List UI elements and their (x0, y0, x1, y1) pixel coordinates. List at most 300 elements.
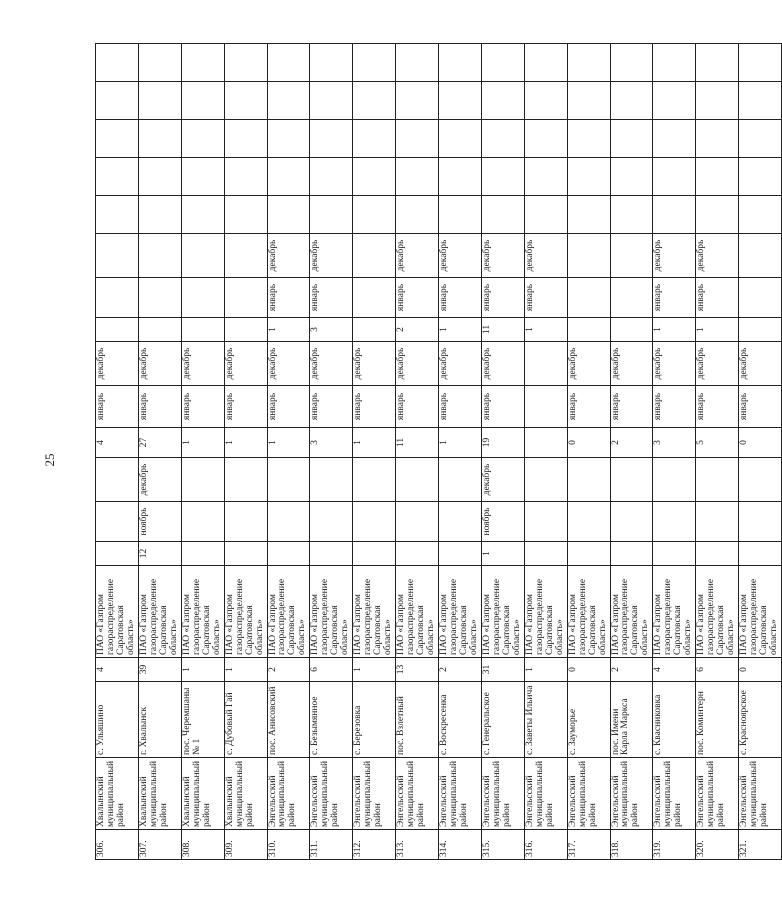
empty-cell (439, 158, 482, 196)
cell-locality: с. Зауморье (567, 682, 610, 758)
empty-cell (610, 158, 653, 196)
cell-locality: пос. Коминтерн (696, 682, 739, 758)
cell-locality: с. Дубовый Гай (224, 682, 267, 758)
cell-no: 316. (524, 830, 567, 860)
cell-c6: 1 (481, 542, 524, 566)
cell-c6 (610, 542, 653, 566)
empty-cell (267, 82, 310, 120)
cell-no: 319. (653, 830, 696, 860)
cell-c11: декабрь (96, 342, 139, 386)
empty-cell (696, 196, 739, 234)
empty-cell (353, 82, 396, 120)
empty-cell (181, 82, 224, 120)
cell-c14 (610, 234, 653, 278)
cell-c7 (567, 502, 610, 542)
cell-c13 (739, 278, 782, 318)
cell-no: 311. (310, 830, 353, 860)
cell-c11: декабрь (181, 342, 224, 386)
empty-cell (696, 158, 739, 196)
cell-locality: с. Безымянное (310, 682, 353, 758)
empty-cell (524, 158, 567, 196)
cell-no: 320. (696, 830, 739, 860)
cell-district: Энгельсский муниципальный район (267, 758, 310, 830)
cell-no: 308. (181, 830, 224, 860)
empty-cell (181, 44, 224, 82)
cell-c12: 11 (481, 318, 524, 342)
cell-district: Энгельсский муниципальный район (567, 758, 610, 830)
cell-district: Энгельсский муниципальный район (653, 758, 696, 830)
cell-c9: 19 (481, 428, 524, 458)
table-body (96, 44, 782, 860)
empty-cell (396, 82, 439, 120)
cell-c11: декабрь (224, 342, 267, 386)
cell-c8 (224, 458, 267, 502)
cell-c6 (439, 542, 482, 566)
cell-c8: декабрь (481, 458, 524, 502)
cell-locality: с. Воскресенка (439, 682, 482, 758)
cell-district: Энгельсский муниципальный район (353, 758, 396, 830)
empty-cell (310, 158, 353, 196)
cell-org: ПАО «Газпром газораспределение Саратовская область» (353, 566, 396, 658)
empty-cell (224, 44, 267, 82)
cell-c6 (224, 542, 267, 566)
cell-district: Энгельсский муниципальный район (739, 758, 782, 830)
empty-cell (138, 158, 181, 196)
cell-c9: 0 (739, 428, 782, 458)
cell-c7 (439, 502, 482, 542)
cell-c13: январь (396, 278, 439, 318)
cell-c6 (96, 542, 139, 566)
cell-count: 2 (610, 658, 653, 682)
empty-cell (396, 120, 439, 158)
cell-count: 0 (739, 658, 782, 682)
table-row (310, 44, 353, 860)
cell-no: 315. (481, 830, 524, 860)
cell-c8: декабрь (138, 458, 181, 502)
cell-no: 313. (396, 830, 439, 860)
cell-no: 317. (567, 830, 610, 860)
cell-locality: г. Хвалынск (138, 682, 181, 758)
empty-cell (96, 120, 139, 158)
table-row (96, 44, 139, 860)
cell-c12: 1 (439, 318, 482, 342)
empty-cell (567, 82, 610, 120)
empty-cell (653, 120, 696, 158)
cell-c11: декабрь (353, 342, 396, 386)
cell-org: ПАО «Газпром газораспределение Саратовская область» (696, 566, 739, 658)
cell-c9: 1 (224, 428, 267, 458)
cell-count: 1 (353, 658, 396, 682)
cell-c6 (310, 542, 353, 566)
cell-c6 (181, 542, 224, 566)
empty-cell (696, 120, 739, 158)
cell-c8 (181, 458, 224, 502)
cell-c9: 1 (353, 428, 396, 458)
cell-c7: ноябрь (481, 502, 524, 542)
cell-c12: 1 (524, 318, 567, 342)
cell-c7 (267, 502, 310, 542)
cell-c13: январь (653, 278, 696, 318)
cell-c8 (267, 458, 310, 502)
empty-cell (481, 82, 524, 120)
cell-org: ПАО «Газпром газораспределение Саратовская область» (481, 566, 524, 658)
cell-no: 312. (353, 830, 396, 860)
cell-no: 309. (224, 830, 267, 860)
cell-c8 (567, 458, 610, 502)
empty-cell (224, 120, 267, 158)
cell-locality: пос. Имени Карла Маркса (610, 682, 653, 758)
cell-c10: январь (181, 386, 224, 428)
table-row (267, 44, 310, 860)
empty-cell (567, 44, 610, 82)
cell-c11: декабрь (653, 342, 696, 386)
cell-c7 (96, 502, 139, 542)
table-container (95, 48, 780, 860)
cell-org: ПАО «Газпром газораспределение Саратовская область» (96, 566, 139, 658)
cell-c12: 3 (310, 318, 353, 342)
cell-c10: январь (653, 386, 696, 428)
empty-cell (310, 120, 353, 158)
cell-c10: январь (310, 386, 353, 428)
cell-c9: 3 (310, 428, 353, 458)
empty-cell (481, 158, 524, 196)
cell-c8 (96, 458, 139, 502)
empty-cell (353, 196, 396, 234)
cell-c14: декабрь (524, 234, 567, 278)
empty-cell (481, 44, 524, 82)
table-row (524, 44, 567, 860)
cell-c9: 2 (610, 428, 653, 458)
cell-c13: январь (267, 278, 310, 318)
cell-c10: январь (224, 386, 267, 428)
empty-cell (224, 158, 267, 196)
empty-cell (353, 120, 396, 158)
empty-cell (310, 44, 353, 82)
cell-c7 (181, 502, 224, 542)
cell-c14: декабрь (481, 234, 524, 278)
cell-locality: пос. Взлетный (396, 682, 439, 758)
table-row (739, 44, 782, 860)
cell-org: ПАО «Газпром газораспределение Саратовская область» (396, 566, 439, 658)
cell-c7 (396, 502, 439, 542)
cell-locality: с. Красноярское (739, 682, 782, 758)
empty-cell (653, 158, 696, 196)
empty-cell (524, 196, 567, 234)
cell-c10 (524, 386, 567, 428)
cell-c12 (181, 318, 224, 342)
cell-c6 (696, 542, 739, 566)
empty-cell (653, 44, 696, 82)
empty-cell (181, 120, 224, 158)
empty-cell (224, 82, 267, 120)
cell-c7 (353, 502, 396, 542)
cell-no: 307. (138, 830, 181, 860)
empty-cell (138, 82, 181, 120)
cell-c7 (739, 502, 782, 542)
cell-c13 (353, 278, 396, 318)
empty-cell (610, 82, 653, 120)
cell-c8 (653, 458, 696, 502)
cell-c11: декабрь (267, 342, 310, 386)
cell-c7 (653, 502, 696, 542)
cell-c6 (739, 542, 782, 566)
empty-cell (439, 44, 482, 82)
cell-c13: январь (481, 278, 524, 318)
cell-org: ПАО «Газпром газораспределение Саратовская область» (439, 566, 482, 658)
cell-c11: декабрь (696, 342, 739, 386)
cell-count: 4 (653, 658, 696, 682)
cell-locality: с. Генеральское (481, 682, 524, 758)
cell-count: 13 (396, 658, 439, 682)
empty-cell (439, 196, 482, 234)
cell-c11: декабрь (138, 342, 181, 386)
cell-c14 (96, 234, 139, 278)
cell-c14 (224, 234, 267, 278)
cell-c9: 1 (267, 428, 310, 458)
cell-c12 (96, 318, 139, 342)
table-row (610, 44, 653, 860)
cell-c13: январь (696, 278, 739, 318)
empty-cell (96, 82, 139, 120)
cell-c8 (524, 458, 567, 502)
empty-cell (524, 82, 567, 120)
cell-c14: декабрь (696, 234, 739, 278)
empty-cell (353, 158, 396, 196)
cell-c6 (524, 542, 567, 566)
cell-locality: с. Березовка (353, 682, 396, 758)
cell-c14: декабрь (267, 234, 310, 278)
cell-c13: январь (310, 278, 353, 318)
empty-cell (267, 120, 310, 158)
cell-c14 (138, 234, 181, 278)
cell-c10: январь (267, 386, 310, 428)
cell-c13: январь (439, 278, 482, 318)
empty-cell (610, 120, 653, 158)
cell-c7 (310, 502, 353, 542)
schedule-table (95, 43, 782, 860)
cell-c9: 3 (653, 428, 696, 458)
cell-c12: 1 (267, 318, 310, 342)
cell-c10: январь (610, 386, 653, 428)
empty-cell (267, 44, 310, 82)
cell-org: ПАО «Газпром газораспределение Саратовская область» (739, 566, 782, 658)
cell-c11: декабрь (481, 342, 524, 386)
empty-cell (653, 196, 696, 234)
cell-org: ПАО «Газпром газораспределение Саратовская область» (653, 566, 696, 658)
empty-cell (739, 82, 782, 120)
cell-c11: декабрь (396, 342, 439, 386)
page-number: 25 (42, 453, 57, 467)
empty-cell (138, 196, 181, 234)
cell-c14 (181, 234, 224, 278)
cell-c10: январь (567, 386, 610, 428)
empty-cell (524, 120, 567, 158)
table-row (138, 44, 181, 860)
cell-c8 (696, 458, 739, 502)
cell-c10: январь (138, 386, 181, 428)
cell-org: ПАО «Газпром газораспределение Саратовская область» (267, 566, 310, 658)
cell-locality: с. Заветы Ильича (524, 682, 567, 758)
cell-c12: 1 (653, 318, 696, 342)
table-row (653, 44, 696, 860)
cell-count: 2 (267, 658, 310, 682)
cell-c11 (524, 342, 567, 386)
empty-cell (96, 158, 139, 196)
cell-c9: 4 (96, 428, 139, 458)
empty-cell (310, 82, 353, 120)
cell-c14: декабрь (439, 234, 482, 278)
empty-cell (181, 158, 224, 196)
cell-count: 4 (96, 658, 139, 682)
empty-cell (96, 44, 139, 82)
cell-org: ПАО «Газпром газораспределение Саратовская область» (224, 566, 267, 658)
cell-c10: январь (439, 386, 482, 428)
cell-c13 (610, 278, 653, 318)
cell-district: Энгельсский муниципальный район (310, 758, 353, 830)
cell-district: Хвалынский муниципальный район (224, 758, 267, 830)
empty-cell (396, 44, 439, 82)
cell-district: Энгельсский муниципальный район (524, 758, 567, 830)
cell-district: Хвалынский муниципальный район (138, 758, 181, 830)
cell-c11: декабрь (739, 342, 782, 386)
cell-count: 6 (696, 658, 739, 682)
cell-c7 (610, 502, 653, 542)
cell-c6: 12 (138, 542, 181, 566)
cell-c6 (396, 542, 439, 566)
table-row (396, 44, 439, 860)
cell-count: 1 (524, 658, 567, 682)
empty-cell (267, 158, 310, 196)
cell-district: Энгельсский муниципальный район (610, 758, 653, 830)
cell-org: ПАО «Газпром газораспределение Саратовская область» (310, 566, 353, 658)
cell-count: 39 (138, 658, 181, 682)
cell-c14 (739, 234, 782, 278)
empty-cell (610, 196, 653, 234)
empty-cell (138, 120, 181, 158)
empty-cell (138, 44, 181, 82)
cell-count: 31 (481, 658, 524, 682)
cell-c13 (181, 278, 224, 318)
table-row (181, 44, 224, 860)
empty-cell (739, 196, 782, 234)
cell-no: 310. (267, 830, 310, 860)
cell-district: Хвалынский муниципальный район (96, 758, 139, 830)
cell-c12 (567, 318, 610, 342)
empty-cell (567, 120, 610, 158)
cell-c10: январь (696, 386, 739, 428)
cell-c12 (739, 318, 782, 342)
table-row (567, 44, 610, 860)
cell-c8 (310, 458, 353, 502)
empty-cell (481, 120, 524, 158)
cell-c14: декабрь (396, 234, 439, 278)
cell-org: ПАО «Газпром газораспределение Саратовская область» (567, 566, 610, 658)
cell-c6 (567, 542, 610, 566)
cell-district: Энгельсский муниципальный район (696, 758, 739, 830)
cell-c9: 11 (396, 428, 439, 458)
cell-c11: декабрь (610, 342, 653, 386)
cell-c7 (696, 502, 739, 542)
cell-locality: пос. Анисовский (267, 682, 310, 758)
empty-cell (310, 196, 353, 234)
cell-c14: декабрь (310, 234, 353, 278)
cell-c10: январь (396, 386, 439, 428)
cell-c10: январь (481, 386, 524, 428)
cell-org: ПАО «Газпром газораспределение Саратовская область» (610, 566, 653, 658)
cell-c7 (224, 502, 267, 542)
empty-cell (96, 196, 139, 234)
cell-c11: декабрь (567, 342, 610, 386)
empty-cell (481, 196, 524, 234)
cell-c13 (96, 278, 139, 318)
empty-cell (439, 120, 482, 158)
cell-locality: с. Квасниковка (653, 682, 696, 758)
cell-c9: 1 (181, 428, 224, 458)
cell-c10: январь (353, 386, 396, 428)
cell-c14 (567, 234, 610, 278)
cell-c6 (353, 542, 396, 566)
cell-locality: с. Ульяшино (96, 682, 139, 758)
empty-cell (224, 196, 267, 234)
cell-c9: 0 (567, 428, 610, 458)
cell-no: 318. (610, 830, 653, 860)
cell-count: 1 (181, 658, 224, 682)
cell-c8 (739, 458, 782, 502)
cell-c8 (353, 458, 396, 502)
empty-cell (353, 44, 396, 82)
cell-c12: 1 (696, 318, 739, 342)
empty-cell (610, 44, 653, 82)
cell-locality: пос. Черемшаны № 1 (181, 682, 224, 758)
cell-c8 (439, 458, 482, 502)
cell-c12 (610, 318, 653, 342)
cell-c9: 5 (696, 428, 739, 458)
cell-c6 (267, 542, 310, 566)
empty-cell (567, 158, 610, 196)
table-row (224, 44, 267, 860)
cell-no: 314. (439, 830, 482, 860)
empty-cell (396, 196, 439, 234)
cell-district: Хвалынский муниципальный район (181, 758, 224, 830)
cell-count: 0 (567, 658, 610, 682)
cell-c10: январь (739, 386, 782, 428)
cell-district: Энгельсский муниципальный район (439, 758, 482, 830)
empty-cell (739, 120, 782, 158)
cell-no: 321. (739, 830, 782, 860)
empty-cell (396, 158, 439, 196)
cell-district: Энгельсский муниципальный район (396, 758, 439, 830)
empty-cell (739, 158, 782, 196)
cell-c12 (138, 318, 181, 342)
cell-c13 (138, 278, 181, 318)
empty-cell (739, 44, 782, 82)
cell-c13 (567, 278, 610, 318)
empty-cell (696, 82, 739, 120)
cell-c12 (224, 318, 267, 342)
cell-c6 (653, 542, 696, 566)
cell-c9: 27 (138, 428, 181, 458)
cell-district: Энгельсский муниципальный район (481, 758, 524, 830)
cell-org: ПАО «Газпром газораспределение Саратовская область» (524, 566, 567, 658)
cell-count: 1 (224, 658, 267, 682)
cell-c8 (396, 458, 439, 502)
cell-c8 (610, 458, 653, 502)
cell-c14 (353, 234, 396, 278)
cell-org: ПАО «Газпром газораспределение Саратовская область» (138, 566, 181, 658)
cell-c13 (224, 278, 267, 318)
cell-org: ПАО «Газпром газораспределение Саратовская область» (181, 566, 224, 658)
empty-cell (181, 196, 224, 234)
